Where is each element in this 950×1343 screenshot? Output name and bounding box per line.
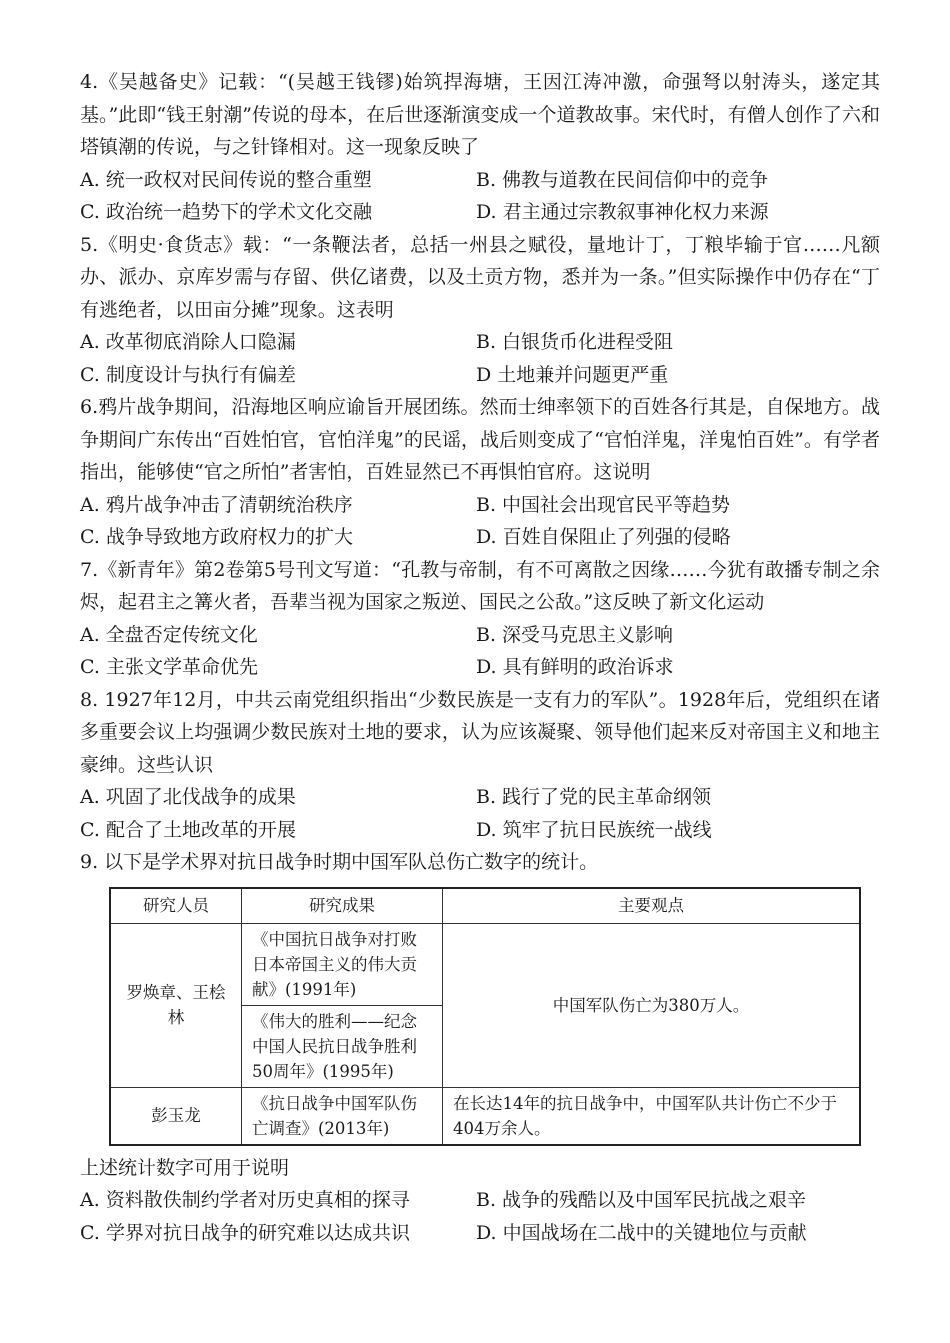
option-c: C. 战争导致地方政府权力的扩大 bbox=[80, 526, 353, 548]
option-c: C. 学界对抗日战争的研究难以达成共识 bbox=[80, 1221, 410, 1244]
question-stem: 9. 以下是学术界对抗日战争时期中国军队总伤亡数字的统计。 bbox=[80, 851, 599, 873]
options bbox=[80, 619, 880, 684]
question-stem: 6.鸦片战争期间，沿海地区响应谕旨开展团练。然而士绅率领下的百姓各行其是，自保地方。战争期间广东传出“百姓怕官，官怕洋鬼”的民谣，战后则变成了“官怕洋鬼，洋鬼怕百姓”。有学者指出，能够使“官之所怕”者害怕，百姓显然已不再惧怕官府。这说明 bbox=[80, 396, 880, 483]
question-8 bbox=[80, 684, 880, 847]
option-d: D. 君主通过宗教叙事神化权力来源 bbox=[476, 201, 769, 223]
option-a: A. 巩固了北伐战争的成果 bbox=[80, 786, 296, 808]
option-b: B. 白银货币化进程受阻 bbox=[476, 331, 674, 353]
question-7 bbox=[80, 554, 880, 684]
options bbox=[80, 326, 880, 391]
column-header-main-view: 主要观点 bbox=[443, 888, 861, 924]
question-stem: 7.《新青年》第2卷第5号刊文写道：“孔教与帝制，有不可离散之因缘……今犹有敢播专制之余烬，起君主之篝火者，吾辈当视为国家之叛逆、国民之公敌。”这反映了新文化运动 bbox=[80, 558, 880, 613]
option-a: A. 鸦片战争冲击了清朝统治秩序 bbox=[80, 493, 353, 516]
researcher-cell: 彭玉龙 bbox=[110, 1087, 242, 1145]
option-a: A. 改革彻底消除人口隐漏 bbox=[80, 331, 296, 353]
question-prompt: 上述统计数字可用于说明 bbox=[80, 1156, 290, 1179]
researcher-cell: 罗焕章、王桧林 bbox=[110, 923, 242, 1087]
option-b: B. 中国社会出现官民平等趋势 bbox=[476, 493, 731, 516]
option-a: A. 统一政权对民间传说的整合重塑 bbox=[80, 168, 372, 191]
options bbox=[80, 781, 880, 846]
research-result-cell: 《抗日战争中国军队伤亡调查》(2013年) bbox=[242, 1087, 443, 1145]
option-d: D. 百姓自保阻止了列强的侵略 bbox=[476, 526, 731, 548]
main-view-cell: 在长达14年的抗日战争中，中国军队共计伤亡不少于404万余人。 bbox=[443, 1087, 861, 1145]
question-6 bbox=[80, 391, 880, 554]
table-row bbox=[110, 923, 860, 1005]
research-result-cell: 《伟大的胜利——纪念中国人民抗日战争胜利50周年》(1995年) bbox=[242, 1005, 443, 1087]
casualty-statistics-table bbox=[109, 887, 861, 1146]
option-a: A. 资料散佚制约学者对历史真相的探寻 bbox=[80, 1189, 410, 1211]
table-row bbox=[110, 1087, 860, 1145]
option-d: D. 筑牢了抗日民族统一战线 bbox=[476, 818, 712, 841]
main-view-cell: 中国军队伤亡为380万人。 bbox=[443, 923, 861, 1087]
option-d: D. 中国战场在二战中的关键地位与贡献 bbox=[476, 1221, 807, 1244]
question-5 bbox=[80, 229, 880, 392]
options bbox=[80, 164, 880, 229]
options bbox=[80, 1184, 880, 1249]
option-d: D. 具有鲜明的政治诉求 bbox=[476, 656, 674, 678]
option-a: A. 全盘否定传统文化 bbox=[80, 623, 258, 646]
question-stem: 8. 1927年12月，中共云南党组织指出“少数民族是一支有力的军队”。1928年后，党组织在诸多重要会议上均强调少数民族对土地的要求，认为应该凝聚、领导他们起来反对帝国主义和地主豪绅。这些认识 bbox=[80, 688, 880, 776]
option-c: C. 制度设计与执行有偏差 bbox=[80, 363, 296, 386]
option-c: C. 主张文学革命优先 bbox=[80, 656, 258, 678]
exam-page bbox=[80, 66, 880, 1249]
option-b: B. 战争的残酷以及中国军民抗战之艰辛 bbox=[476, 1189, 807, 1211]
option-c: C. 政治统一趋势下的学术文化交融 bbox=[80, 201, 372, 223]
options bbox=[80, 489, 880, 554]
question-stem: 4.《吴越备史》记载：“(吴越王钱镠)始筑捍海塘，王因江涛冲激，命强弩以射涛头，遂定其基。”此即“钱王射潮”传说的母本，在后世逐渐演变成一个道教故事。宋代时，有僧人创作了六和塔镇潮的传说，与之针锋相对。这一现象反映了 bbox=[80, 71, 880, 158]
option-b: B. 践行了党的民主革命纲领 bbox=[476, 786, 712, 808]
option-c: C. 配合了土地改革的开展 bbox=[80, 818, 296, 841]
table-header-row bbox=[110, 888, 860, 924]
option-b: B. 佛教与道教在民间信仰中的竞争 bbox=[476, 168, 769, 191]
question-4 bbox=[80, 66, 880, 229]
option-d: D 土地兼并问题更严重 bbox=[476, 363, 669, 386]
option-b: B. 深受马克思主义影响 bbox=[476, 623, 674, 646]
question-stem: 5.《明史·食货志》载：“一条鞭法者，总括一州县之赋役，量地计丁，丁粮毕输于官……凡额办、派办、京库岁需与存留、供亿诸费，以及土贡方物，悉并为一条。”但实际操作中仍存在“丁有逃绝者，以田亩分摊”现象。这表明 bbox=[80, 233, 880, 321]
column-header-research-result: 研究成果 bbox=[242, 888, 443, 924]
question-9 bbox=[80, 846, 880, 1249]
research-result-cell: 《中国抗日战争对打败日本帝国主义的伟大贡献》(1991年) bbox=[242, 923, 443, 1005]
column-header-researcher: 研究人员 bbox=[110, 888, 242, 924]
